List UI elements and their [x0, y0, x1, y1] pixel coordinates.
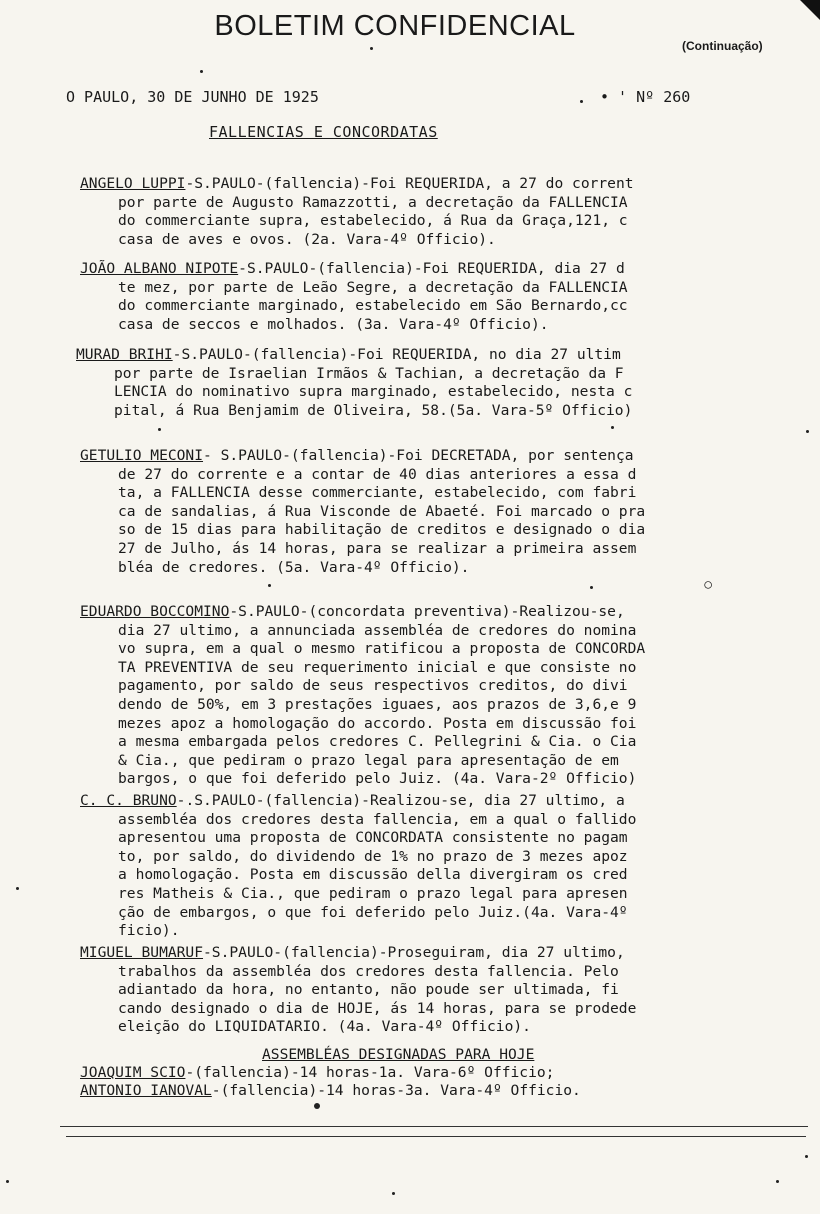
speck — [370, 47, 373, 50]
entry-line: do commerciante marginado, estabelecido em São Bernardo,cc — [118, 297, 628, 315]
entry-name: JOÃO ALBANO NIPOTE — [80, 260, 239, 277]
speck — [776, 1180, 779, 1183]
entry-line: do commerciante supra, estabelecido, á Rua da Graça,121, c — [118, 212, 628, 230]
speck — [611, 426, 614, 429]
speck — [314, 1103, 320, 1109]
speck — [580, 100, 583, 103]
entry-line: a homologação. Posta em discussão della divergiram os cred — [118, 866, 628, 884]
entry-line: dendo de 50%, em 3 prestações iguaes, aos prazos de 3,6,e 9 — [118, 695, 637, 713]
dateline: O PAULO, 30 DE JUNHO DE 1925 — [66, 88, 319, 106]
entry-line: ca de sandalias, á Rua Visconde de Abaeté. Foi marcado o pra — [118, 502, 646, 520]
entry-line: vo supra, em a qual o mesmo ratificou a proposta de CONCORDA — [118, 640, 646, 658]
entry-line: ta, a FALLENCIA desse commerciante, estabelecido, com fabri — [118, 484, 637, 502]
assembly-name: JOAQUIM SCIO — [80, 1064, 186, 1081]
entry-line: por parte de Augusto Ramazzotti, a decretação da FALLENCIA — [118, 193, 628, 211]
entry-line: adiantado da hora, no entanto, não poude ser ultimada, fi — [118, 981, 619, 999]
speck — [590, 586, 593, 589]
assemblies-heading: ASSEMBLÉAS DESIGNADAS PARA HOJE — [262, 1046, 535, 1063]
speck — [268, 584, 271, 587]
entry-line: pital, á Rua Benjamim de Oliveira, 58.(5a. Vara-5º Officio) — [114, 401, 633, 419]
page-title: BOLETIM CONFIDENCIAL — [214, 10, 576, 42]
entry-line: a mesma embargada pelos credores C. Pellegrini & Cia. o Cia — [118, 733, 637, 751]
entry-line: te mez, por parte de Leão Segre, a decretação da FALLENCIA — [118, 278, 628, 296]
entry-murad-brihi — [76, 346, 796, 420]
entry-name: MURAD BRIHI — [76, 346, 173, 363]
entry-line: trabalhos da assembléa dos credores desta fallencia. Pelo — [118, 962, 619, 980]
entry-name: C. C. BRUNO — [80, 792, 177, 809]
entry-name: MIGUEL BUMARUF — [80, 944, 204, 961]
speck — [200, 70, 203, 73]
assembly-name: ANTONIO IANOVAL — [80, 1082, 212, 1099]
entry-line: -S.PAULO-(concordata preventiva)-Realizou-se, — [229, 603, 625, 620]
entry-c-c-bruno — [80, 792, 800, 941]
entry-name: ANGELO LUPPI — [80, 175, 186, 192]
entry-line: por parte de Israelian Irmãos & Tachian, a decretação da F — [114, 364, 624, 382]
entry-line: to, por saldo, do dividendo de 1% no prazo de 3 mezes apoz — [118, 847, 628, 865]
entry-line: res Matheis & Cia., que pediram o prazo legal para apresen — [118, 884, 628, 902]
circle-mark: ○ — [703, 575, 714, 594]
entry-line: 27 de Julho, ás 14 horas, para se realizar a primeira assem — [118, 539, 637, 557]
entry-line: ção de embargos, o que foi deferido pelo Juiz.(4a. Vara-4º — [118, 903, 628, 921]
entry-line: ficio). — [118, 922, 180, 940]
speck — [806, 430, 809, 433]
entry-line: pagamento, por saldo de seus respectivos creditos, do divi — [118, 677, 628, 695]
assembly-item — [80, 1082, 581, 1099]
entry-getulio-meconi — [80, 447, 800, 577]
entry-line: casa de seccos e molhados. (3a. Vara-4º Officio). — [118, 315, 549, 333]
entry-line: -S.PAULO-(fallencia)-Proseguiram, dia 27 ultimo, — [203, 944, 625, 961]
entry-line: de 27 do corrente e a contar de 40 dias anteriores a essa d — [118, 465, 637, 483]
entry-angelo-luppi — [80, 175, 800, 249]
entry-line: LENCIA do nominativo supra marginado, estabelecido, nesta c — [114, 383, 633, 401]
entry-line: assembléa dos credores desta fallencia, em a qual o fallido — [118, 810, 637, 828]
entry-line: -.S.PAULO-(fallencia)-Realizou-se, dia 27 ultimo, a — [176, 792, 625, 809]
entry-line: -S.PAULO-(fallencia)-Foi REQUERIDA, no dia 27 ultim — [172, 346, 621, 363]
entry-line: casa de aves e ovos. (2a. Vara-4º Officio). — [118, 230, 496, 248]
speck — [158, 428, 161, 431]
entry-name: GETULIO MECONI — [80, 447, 204, 464]
speck — [392, 1192, 395, 1195]
entry-line: - S.PAULO-(fallencia)-Foi DECRETADA, por sentença — [203, 447, 634, 464]
speck — [6, 1180, 9, 1183]
entry-miguel-bumaruf — [80, 944, 800, 1037]
entry-eduardo-boccomino — [80, 603, 800, 789]
entry-line: bargos, o que foi deferido pelo Juiz. (4a. Vara-2º Officio) — [118, 770, 637, 788]
corner-fold-mark — [800, 0, 820, 20]
entry-line: & Cia., que pediram o prazo legal para apresentação de em — [118, 751, 619, 769]
continuation-label: (Continuação) — [682, 39, 763, 53]
entry-line: TA PREVENTIVA de seu requerimento inicial e que consiste no — [118, 658, 637, 676]
entry-line: apresentou uma proposta de CONCORDATA consistente no pagam — [118, 829, 628, 847]
entry-line: cando designado o dia de HOJE, ás 14 horas, para se prodede — [118, 999, 637, 1017]
entry-line: -S.PAULO-(fallencia)-Foi REQUERIDA, a 27 do corrent — [185, 175, 634, 192]
assembly-text: -(fallencia)-14 horas-1a. Vara-6º Officio; — [185, 1064, 555, 1081]
entry-line: mezes apoz a homologação do accordo. Posta em discussão foi — [118, 714, 637, 732]
entry-line: -S.PAULO-(fallencia)-Foi REQUERIDA, dia 27 d — [238, 260, 625, 277]
bottom-rule — [66, 1136, 806, 1137]
entry-line: dia 27 ultimo, a annunciada assembléa de credores do nomina — [118, 621, 637, 639]
entry-joao-albano-nipote — [80, 260, 800, 334]
bulletin-number: • ' Nº 260 — [600, 88, 691, 106]
entry-name: EDUARDO BOCCOMINO — [80, 603, 230, 620]
entry-line: bléa de credores. (5a. Vara-4º Officio). — [118, 558, 470, 576]
speck — [805, 1155, 808, 1158]
entry-line: eleição do LIQUIDATARIO. (4a. Vara-4º Officio). — [118, 1018, 531, 1036]
assembly-item — [80, 1064, 554, 1081]
speck — [16, 887, 19, 890]
bottom-rule — [60, 1126, 808, 1127]
section-heading: FALLENCIAS E CONCORDATAS — [209, 123, 438, 141]
assembly-text: -(fallencia)-14 horas-3a. Vara-4º Officio. — [211, 1082, 581, 1099]
entry-line: so de 15 dias para habilitação de creditos e designado o dia — [118, 521, 646, 539]
